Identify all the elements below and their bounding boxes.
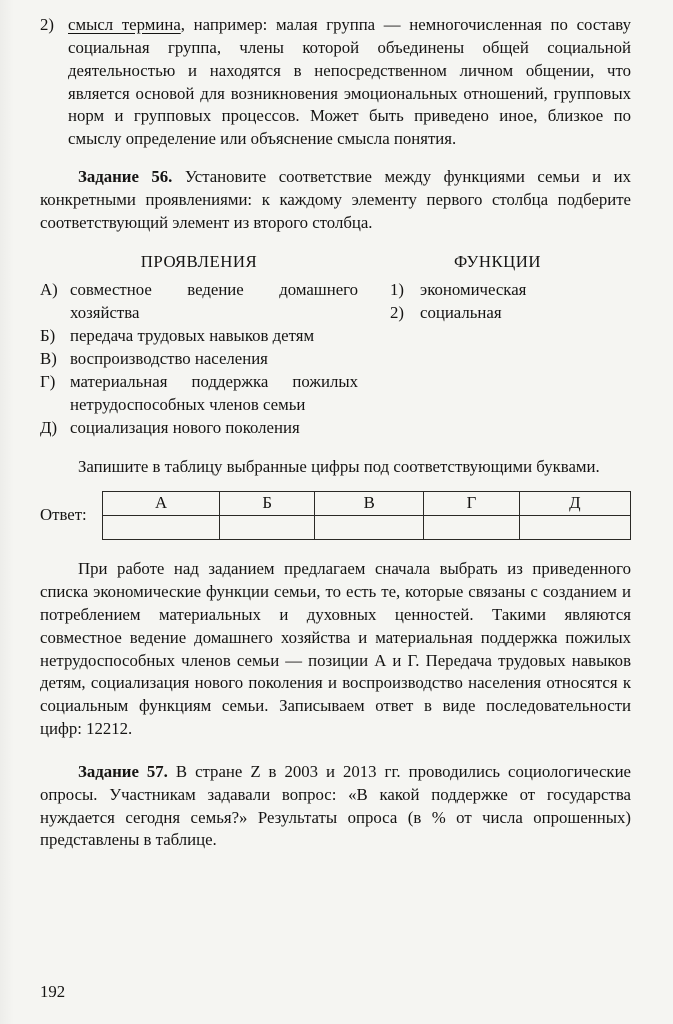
item-2-term-underlined: смысл термина [68, 15, 181, 34]
list-item-b-text: передача трудовых навыков детям [70, 326, 315, 346]
list-item-b [40, 325, 358, 348]
list-item-a [40, 279, 358, 325]
answer-block [40, 491, 631, 540]
answer-label: Ответ: [40, 505, 87, 525]
list-item-d-text: социализация нового поколения [70, 417, 300, 437]
list-item-g [40, 371, 358, 417]
task-57-text: В стране Z в 2003 и 2013 гг. проводились социологические опросы. Участникам задавали вопрос: «В какой поддержке от государства нуждается сегодня семья?» Результаты опроса (в % от числа опрошенных) представлены в таблице. [40, 761, 631, 850]
function-item-1-marker: 1) [390, 280, 404, 300]
list-item-b-marker: Б) [40, 326, 56, 346]
task-56-solution: При работе над заданием предлагаем сначала выбрать из приведенного списка экономические функции семьи, то есть те, которые связаны с созданием и потреблением материальных и духовных ценностей. Такими являются совместное ведение домашнего хозяйства и материальная поддержка пожилых нетрудоспособных членов семьи — позиции А и Г. Передача трудовых навыков детям, социализация нового поколения и воспроизводство населения относятся к социальным функциям семьи. Записываем ответ в виде последовательности цифр: 12212. [40, 559, 631, 739]
answer-value-cell-v [315, 516, 424, 540]
task-56-intro-paragraph [40, 166, 631, 235]
task-57-paragraph [40, 761, 631, 852]
answer-table-header-row [103, 492, 631, 516]
matching-columns [40, 241, 631, 440]
list-item-v-marker: В) [40, 348, 57, 368]
list-item-a-text: совместное ведение домашнего хозяйства [70, 280, 358, 323]
list-item-d [40, 417, 358, 440]
answer-table-value-row [103, 516, 631, 540]
list-item-v-text: воспроизводство населения [70, 348, 268, 368]
function-item-2-marker: 2) [390, 303, 404, 323]
answer-header-cell-g: Г [424, 492, 520, 516]
item-2-marker: 2) [40, 15, 54, 34]
function-item-2-text: социальная [420, 303, 502, 323]
list-item-d-marker: Д) [40, 417, 58, 437]
function-item-1-text: экономическая [420, 280, 527, 300]
right-column-header: ФУНКЦИИ [453, 251, 542, 271]
list-item-a-marker: А) [40, 280, 58, 300]
answer-instruction: Запишите в таблицу выбранные цифры под соответствующими буквами. [78, 457, 600, 477]
function-item-1 [390, 279, 605, 302]
answer-value-cell-g [424, 516, 520, 540]
answer-header-cell-a: А [103, 492, 220, 516]
list-item-v [40, 348, 358, 371]
task-56-label: Задание 56. [78, 167, 173, 187]
function-item-2 [390, 302, 605, 325]
answer-value-cell-a [103, 516, 220, 540]
matching-right-column [390, 241, 605, 440]
item-2-paragraph [40, 14, 631, 151]
matching-left-column [40, 241, 358, 440]
item-2-text: , например: малая группа — немногочисленная по составу социальная группа, члены которой объединены общей социальной деятельностью и находятся в непосредственном личном общении, что является основой для возникновения эмоциональных отношений, групповых норм и групповых процессов. Может быть приведено иное, близкое по смыслу определение или объяснение смысла понятия. [68, 15, 632, 149]
answer-table [102, 491, 631, 540]
task-57-label: Задание 57. [78, 761, 168, 781]
list-item-g-text: материальная поддержка пожилых нетрудоспособных членов семьи [70, 371, 358, 414]
task-56-intro-text: Установите соответствие между функциями семьи и их конкретными проявлениями: к каждому элементу первого столбца подберите соответствующий элемент из второго столбца. [40, 167, 631, 232]
answer-header-cell-b: Б [220, 492, 315, 516]
answer-header-cell-v: В [315, 492, 424, 516]
answer-header-cell-d: Д [519, 492, 630, 516]
answer-value-cell-d [519, 516, 630, 540]
answer-value-cell-b [220, 516, 315, 540]
list-item-g-marker: Г) [40, 371, 56, 391]
left-column-header: ПРОЯВЛЕНИЯ [140, 251, 258, 271]
page-number: 192 [40, 982, 66, 1002]
